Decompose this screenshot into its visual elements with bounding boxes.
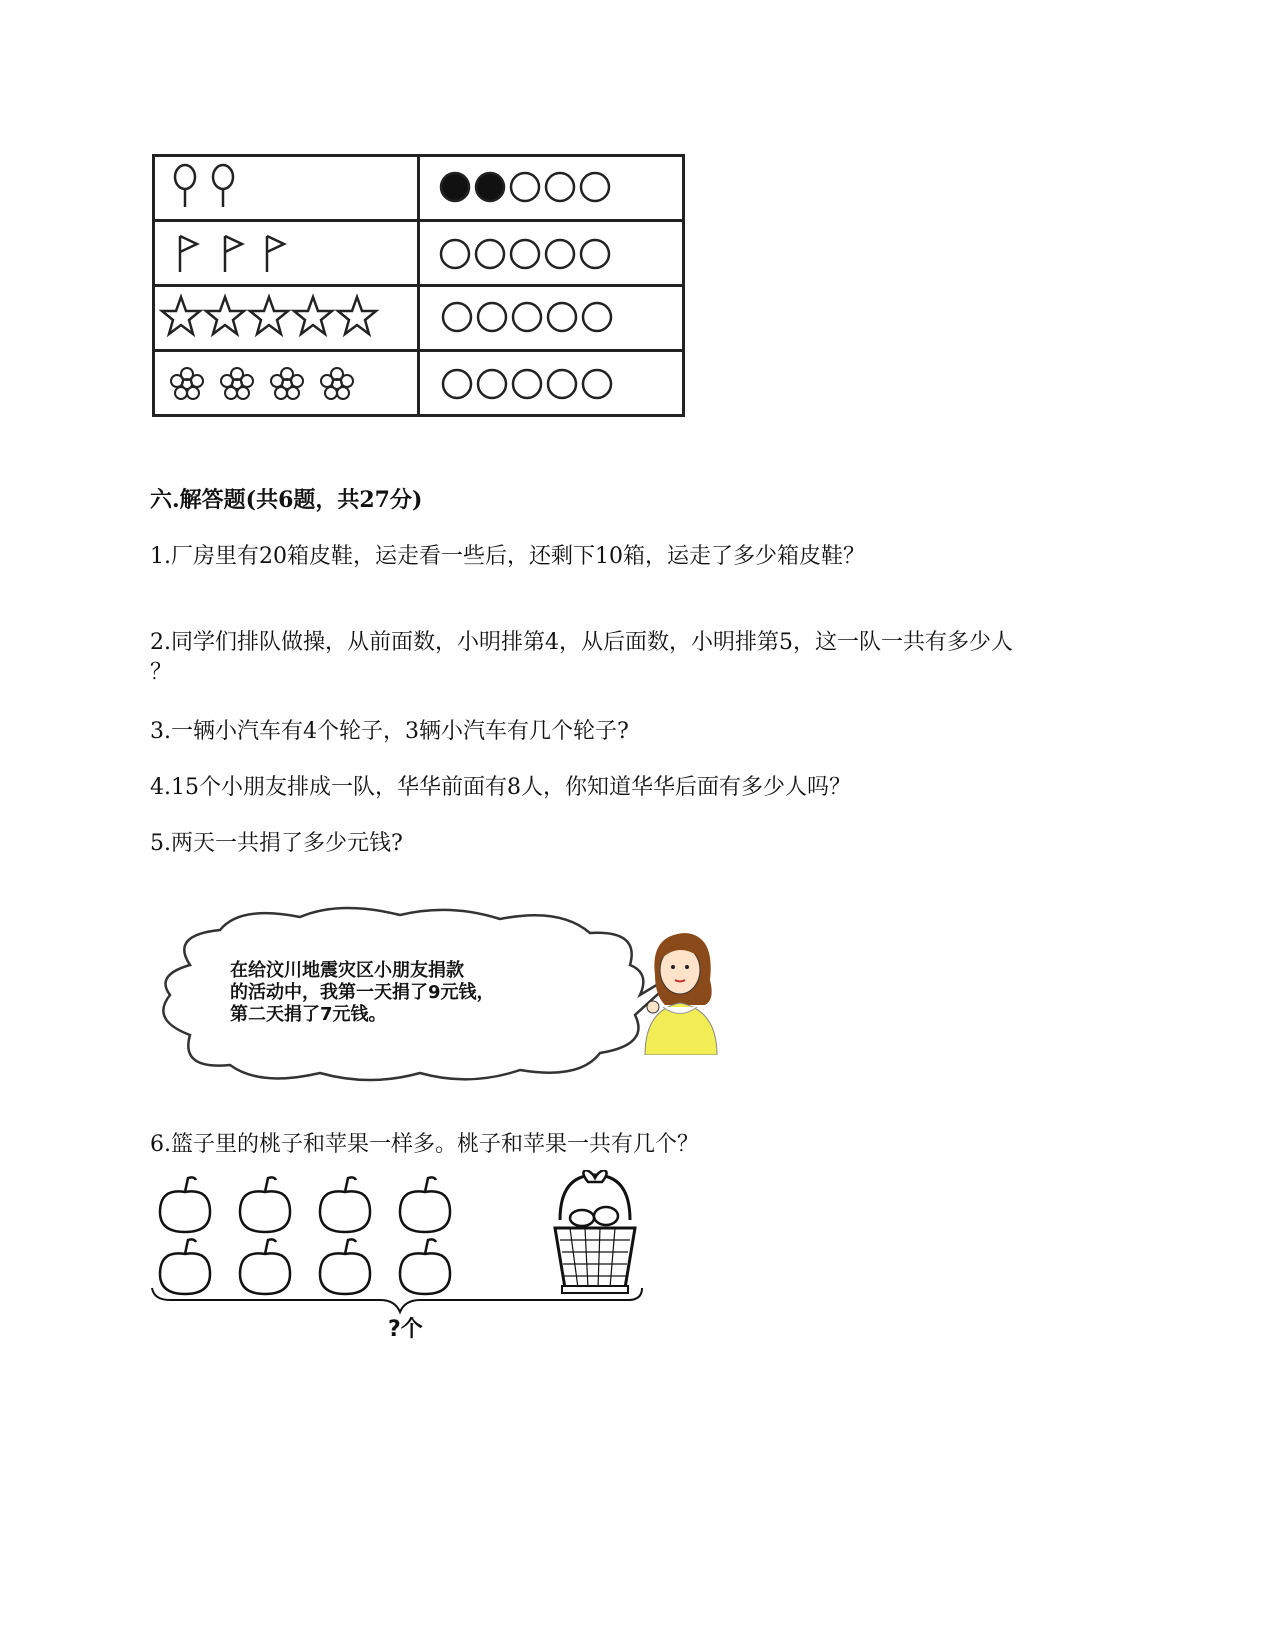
flag-cell [154, 221, 419, 286]
circle-icon [420, 222, 682, 280]
star-cell [154, 286, 419, 351]
question-3: 3.一辆小汽车有4个轮子，3辆小汽车有几个轮子? [150, 719, 629, 744]
table-row [154, 156, 684, 221]
question-1: 1.厂房里有20箱皮鞋，运走看一些后，还剩下10箱，运走了多少箱皮鞋？ [150, 544, 865, 569]
apple-icon [400, 1177, 450, 1232]
table-row [154, 351, 684, 416]
apple-icon [240, 1177, 290, 1232]
question-2-continuation: ？ [150, 660, 173, 685]
section-title: 六.解答题(共6题，共27分) [150, 487, 423, 513]
balloon-cell [154, 156, 419, 221]
circle-cell [419, 156, 684, 221]
table-row [154, 221, 684, 286]
apple-icon [240, 1239, 290, 1294]
apple-icon [320, 1239, 370, 1294]
flower-icon [155, 352, 417, 410]
table-row [154, 286, 684, 351]
bubble-line-1: 在给汶川地震灾区小朋友捐款 [230, 960, 464, 981]
question-6: 6.篮子里的桃子和苹果一样多。桃子和苹果一共有几个？ [150, 1132, 699, 1157]
bubble-line-3: 第二天捐了7元钱。 [230, 1004, 387, 1025]
question-4: 4.15个小朋友排成一队，华华前面有8人，你知道华华后面有多少人吗？ [150, 775, 851, 800]
flower-cell [154, 351, 419, 416]
question-5: 5.两天一共捐了多少元钱? [150, 831, 403, 856]
flag-icon [155, 222, 417, 280]
circle-cell [419, 221, 684, 286]
apple-icon [320, 1177, 370, 1232]
circle-cell [419, 351, 684, 416]
circle-icon [420, 287, 682, 345]
matching-table [152, 154, 685, 417]
bubble-line-2: 的活动中，我第一天捐了9元钱， [230, 982, 495, 1003]
donation-figure [150, 905, 750, 1085]
star-icon [155, 287, 417, 345]
basket-icon [555, 1170, 635, 1293]
circle-cell [419, 286, 684, 351]
apple-icon [160, 1177, 210, 1232]
brace-label: ?个 [388, 1317, 423, 1342]
apple-icon [400, 1239, 450, 1294]
circle-icon [420, 352, 682, 410]
girl-icon [635, 925, 725, 1055]
balloon-icon [155, 157, 417, 215]
fruit-figure [150, 1170, 670, 1355]
question-2: 2.同学们排队做操，从前面数，小明排第4，从后面数，小明排第5，这一队一共有多少人 [150, 630, 1013, 655]
circle-icon [420, 157, 682, 215]
apple-icon [160, 1239, 210, 1294]
